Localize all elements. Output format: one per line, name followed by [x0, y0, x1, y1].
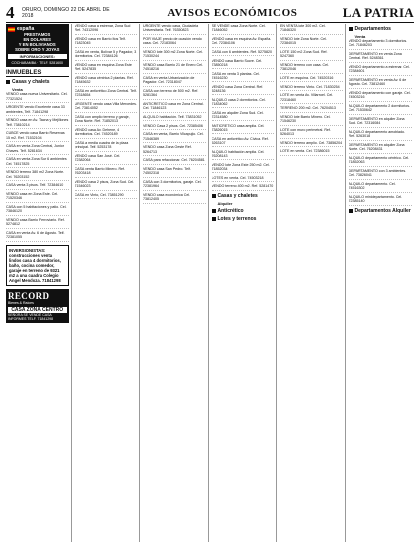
classified-ad: CASA con 5 habitaciones y patio. Cel. 73846120 [6, 205, 69, 216]
square-bullet-icon [349, 27, 353, 31]
classified-ad: VENDO Casa 2 pisos. Cel. 72385406 [143, 124, 206, 130]
classified-ad: ALQUILO habitación amplia. Cel. 76208143 [212, 150, 275, 161]
section-label: Departamentos Alquiler [354, 208, 411, 214]
section-casas-alquiler [212, 193, 275, 199]
classified-ad: CASA en venta Av. 6 de Agosto. Telf. 72381055 [6, 231, 69, 242]
espana-line: Y EN BOLIVIANOS [18, 42, 56, 47]
record-foot: SEÑORA SE VENDE CASA INFORMES TELF. 71841298 [8, 312, 54, 321]
classified-ad: EN VENTA lote 300 m2. Cel. 71846320 [280, 24, 343, 35]
classified-ad: VENDO terreno 380 m2 Zona Norte. Cel. 76203152 [6, 170, 69, 181]
classified-ad: DEPARTAMENTO en venta Av. 6 de Agosto. Cel. 73812460 [349, 78, 413, 89]
classified-ad: LOTE en venta. Cel. 72386015 [280, 149, 343, 155]
classified-ad: POR VIAJE precio de ocasión vendo casa. Cel. 72183064 [143, 37, 206, 48]
column-3 [143, 24, 209, 542]
record-title: RECORD [8, 290, 50, 301]
classified-ad: DEPARTAMENTO en alquiler Zona Sud. Cel. 72316084 [349, 117, 413, 128]
column-1 [6, 24, 72, 542]
classified-ad: CASA en anticrético Av. Cívica. Ref. 5263107 [212, 137, 275, 148]
classified-ad: CASA en anticrético Zona Central. Telf. 72318654 [75, 89, 138, 100]
classified-ad: VENDO departamento con garaje. Cel. 74503216 [349, 91, 413, 102]
classified-ad: CASA en venta, Bolívar 5 y Pagador, 3 dormitorios. Cel. 72384126 [75, 50, 138, 61]
classified-ad: VENDO casa céntrica 2 plantas. Ref. 71845632 [75, 76, 138, 87]
column-2 [75, 24, 141, 542]
classified-ad: VENDO terreno 400 m2. Ref. 5281470 [212, 184, 275, 190]
page-number: 4 [6, 3, 15, 22]
espana-lines [8, 32, 67, 52]
classified-ad: VENDO lote Zona Norte. Cel. 72384015 [280, 37, 343, 48]
column-5 [280, 24, 346, 542]
espana-foot: COCHABAMBA · TELF. 5281600 [11, 61, 63, 65]
column-6-ads [349, 39, 413, 206]
espana-ad-box [6, 24, 69, 67]
classified-ad: VENDO terreno con casa. Cel. 73812046 [280, 63, 343, 74]
classified-ad: LOTES en venta. Cel. 74503218 [212, 176, 275, 182]
classified-ad: VENDO terreno Vinto. Cel. 71830254 [280, 85, 343, 91]
classified-ad: CASA a media cuadra de la plaza principal. Telf. 5253178 [75, 141, 138, 152]
square-bullet-icon [212, 194, 216, 198]
section-sub-venta: Venta [354, 34, 366, 39]
classified-ad: CASA en alquiler Zona Sud. Cel. 72314580 [212, 111, 275, 122]
square-bullet-icon [212, 209, 216, 213]
classified-ad: VENDO lote Zona Este 250 m2. Cel. 71852034 [212, 163, 275, 174]
classified-ad: LOTE en esquina. Cel. 74520316 [280, 76, 343, 82]
record-subtitle: Bienes & Raíces [8, 300, 34, 305]
masthead-date: ORURO, DOMINGO 22 DE ABRIL DE 2018 [22, 7, 110, 19]
inversionistas-box: INVERSIONISTAS: construcciones venta lindos casa 4 dormitorios, baño, cocina comedor, garaje en terreno de 9321 m2 a una cuadra Colegio Angel Mendoza. 71841298 [6, 245, 69, 286]
record-ad-box [6, 289, 69, 323]
classified-ad: ANTICRETICO casa en Zona Central. Cel. 71846123 [143, 102, 206, 113]
classified-ad: VENDO casa Zona Oeste Ref. 5264713 [143, 145, 206, 156]
section-anticretico [212, 208, 275, 214]
classified-ad: VENDO casa Barrio 21 de Enero Cel. 74518216 [143, 63, 206, 74]
classified-ad: ALQUILO casa 2 dormitorios. Cel. 71834062 [212, 98, 275, 109]
section-label: Departamentos [354, 26, 391, 32]
classified-ad: DEPARTAMENTO en alquiler Zona Norte. Cel. 76208431 [349, 143, 413, 154]
espana-line: SOBRE ORO Y JOYAS [15, 47, 60, 52]
square-bullet-icon [6, 80, 10, 84]
classified-ad: SE VENDE casa Zona Norte. Cel. 71846052 [212, 24, 275, 35]
section-casas-chalets [6, 79, 69, 85]
column-5-ads [280, 24, 343, 156]
column-3-ads [143, 24, 206, 204]
classified-ad: CASA en venta Zona Sur 6 ambientes Cel. 74517825 [6, 157, 69, 168]
square-bullet-icon [212, 217, 216, 221]
classified-ad: VENDO casa en Av. Tacna y Mejillones Telf. 73810214 [6, 118, 69, 129]
classified-ad: LOTE 150 m2 Zona Sud. Ref. 5247360 [280, 50, 343, 61]
classified-ad: CUBCE vendo casa Barrio Reservas 15 m2. Ref. 71532104 [6, 131, 69, 142]
classified-ad: DEPARTAMENTO en venta Zona Central. Ref. 5248361 [349, 52, 413, 63]
classified-ad: VENDO casa a estrenar, Zona Sud Ref. 74312096 [75, 24, 138, 35]
classified-ad: CASA con amplio terreno y garaje, Zona Norte. Ref. 71852013 [75, 115, 138, 126]
classified-ad: ALQUILO departamento amoblado. Ref. 5263018 [349, 130, 413, 141]
classified-ad: VENDO departamento 3 dormitorios. Cel. 71846203 [349, 39, 413, 50]
section-label: Casas y chalets [12, 79, 50, 86]
classified-ad: ALQUILO minidepartamento. Cel. 72385140 [349, 195, 413, 206]
classified-ad: ANTICRETICO casa amplia. Cel. 73826015 [212, 124, 275, 135]
classified-ad: CASA en venta, Barrio Vilcapujio. Cel. 71546389 [143, 132, 206, 143]
classified-ad: VENDO casa San Pedro. Telf. 74502318 [143, 167, 206, 178]
classified-ad: VENDO casa en esquina Zona Este Ref. 5247835 [75, 63, 138, 74]
column-6 [349, 24, 415, 542]
classified-ad: ALQUILO departamento céntrico. Cel. 71852063 [349, 156, 413, 167]
newspaper-brand: LA PATRIA [342, 5, 414, 20]
classified-ad: CASA en venta 3 plantas. Cel. 74516230 [212, 72, 275, 83]
classified-ad: VENDO departamento a estrenar. Cel. 72384601 [349, 65, 413, 76]
espana-band: INFORMACIONES: [8, 54, 67, 59]
espana-line: PRESTAMOS [24, 32, 51, 37]
classified-ad: VENDO casa Barrio Sucre. Cel. 73850218 [212, 59, 275, 70]
classified-ad: CASA con terreno de 500 m2. Ref. 5281364 [143, 89, 206, 100]
classified-ad: TERRENO 200 m2. Cel. 76204513 [280, 106, 343, 112]
flag-icon [8, 27, 15, 32]
classified-ad: VENDO casa San José. Cel. 72382064 [75, 154, 138, 165]
section-departamentos [349, 26, 413, 32]
classified-ad: ALQUILO habitación. Telf. 73831052 [143, 115, 206, 121]
record-band: CASA ZONA CENTRO [8, 307, 67, 313]
classified-ad: URGENTE vendo Excelente casa 33 ambientes, Telf. 71841298 [6, 105, 69, 116]
classified-ad: CASA en venta Urbanización de Pagador. Cel. 72318047 [143, 76, 206, 87]
section-title: AVISOS ECONÓMICOS [167, 7, 298, 19]
classified-ad: ALQUILO departamento 2 dormitorios. Cel. 71530642 [349, 104, 413, 115]
classified-ad: VENDO casa Av. Dehene, 4 dormitorios. Cel. 74520189 [75, 128, 138, 139]
classified-ad: URGENTE vendo casa, Ciudadela Universitaria. Telf. 76350823 [143, 24, 206, 35]
classified-ad: ALQUILO departamento. Cel. 74516302 [349, 182, 413, 193]
column-2-ads [75, 24, 138, 199]
section-sub-venta: Venta [12, 87, 23, 93]
classified-ad: URGENTE vendo casa Villa Mercedes. Cel. 73814052 [75, 102, 138, 113]
classified-ad: VENDO lote 300 m2 Zona Norte. Cel. 71530244 [143, 50, 206, 61]
classified-ad: VENDO casa económica Cel. 73812405 [143, 193, 206, 204]
classified-ad: CASA en Vinto, Cel. 73851290 [75, 193, 138, 199]
classified-ad: VENDO casa Barrio Ferroviario. Ref. 5274812 [6, 218, 69, 229]
classified-ad: VENDO casa 2 pisos, Zona Sud. Cel. 71546023 [75, 180, 138, 191]
espana-brand: españa [17, 26, 35, 32]
column-1-ads [6, 92, 69, 241]
square-bullet-icon [349, 209, 353, 213]
section-label: Lotes y terrenos [217, 215, 257, 222]
classified-ad: VENDO casa en Barrio Itos Telf. 71823045 [75, 37, 138, 48]
section-lotes-terrenos [212, 216, 275, 222]
column-4 [212, 24, 278, 542]
classified-ad: CASA venta 3 pisos. Telf. 72384610 [6, 183, 69, 189]
classified-ad: VENDO casa en Zona Este. Cel. 71520346 [6, 192, 69, 203]
inmuebles-heading: INMUEBLES [6, 70, 69, 77]
column-4-ads [212, 24, 275, 191]
classified-ad: LOTE en venta Av. Villarroel. Cel. 72318460 [280, 93, 343, 104]
section-label: Anticrético [217, 207, 244, 214]
classified-ad: VENDO casa en esquina Av. España. Cel. 72384106 [212, 37, 275, 48]
section-label: Casas y chaletes [217, 192, 258, 199]
classified-ad: CASA con 3 dormitorios, garaje. Cel. 72381964 [143, 180, 206, 191]
classified-ad: DEPARTAMENTO con 3 ambientes. Cel. 73826041 [349, 169, 413, 180]
classified-ad: CASA venta Barrio Minero. Ref. 76203418 [75, 167, 138, 178]
classifieds-columns [6, 24, 414, 542]
classified-ad: CASA con 6 ambientes. Ref. 5275820 [212, 50, 275, 56]
espana-line: EN DOLARES [23, 37, 51, 42]
section-sub-alquiler: Alquiler [217, 200, 233, 206]
classified-ad: VENDO casa nueva Universitario. Cel. 77321524 [6, 92, 69, 103]
classified-ad: VENDO lote Barrio Minero. Cel. 71546230 [280, 115, 343, 126]
classified-ad: CASA en venta Zona Central, Junior Chaves. Telf. 5281634 [6, 144, 69, 155]
classified-ad: LOTE con muro perimetral. Ref. 5264013 [280, 128, 343, 139]
classified-ad: VENDO terreno amplio. Cel. 73856204 [280, 141, 343, 147]
section-departamentos-alquiler [349, 208, 413, 214]
masthead [6, 4, 414, 23]
classified-ad: VENDO casa Zona Central. Ref. 5248136 [212, 85, 275, 96]
classified-ad: CASA para refaccionar. Cel. 76204581 [143, 158, 206, 164]
